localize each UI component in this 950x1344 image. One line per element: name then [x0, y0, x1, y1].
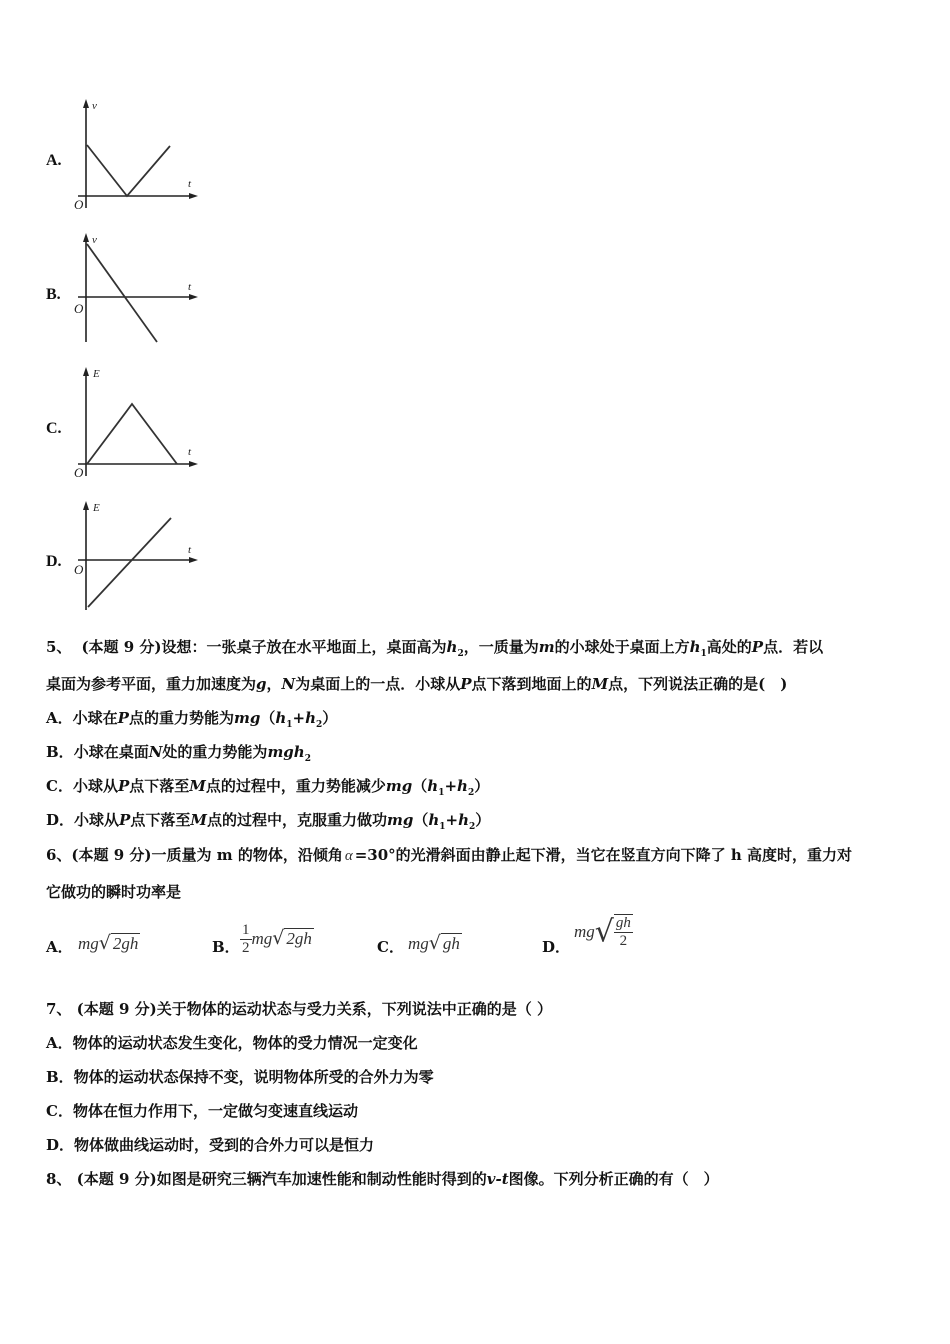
graph-a-x-arrow	[189, 193, 198, 199]
q6-option-a	[78, 932, 140, 954]
q5-text: 小球在	[72, 709, 118, 727]
q5-var-mg: mg	[233, 709, 261, 727]
graph-a	[70, 96, 205, 214]
q5-option-letter: D．	[46, 811, 75, 829]
graph-c-y-label: E	[93, 368, 100, 380]
q5-sub2: 2	[316, 720, 323, 730]
q7-option-a: A．物体的运动状态发生变化，物体的受力情况一定变化	[46, 1034, 418, 1052]
q6-text: =30°的光滑斜面由静止起下滑，当它在竖直方向下降了 h 高度时，重力对	[354, 846, 853, 864]
q5-var-h1: h	[275, 709, 287, 727]
q5-var-h1: h	[689, 638, 701, 656]
q7-option-d: D．物体做曲线运动时，受到的合外力可以是恒力	[46, 1136, 375, 1154]
q5-var-n: N	[281, 675, 296, 693]
graph-c	[70, 364, 205, 482]
q5-sub2: 2	[304, 754, 311, 764]
q5-text: ）	[322, 709, 338, 727]
q5-option-letter: C．	[46, 777, 73, 795]
q5-var-h1: h	[427, 777, 439, 795]
graph-d-x-arrow	[189, 557, 198, 563]
graph-c-x-label: t	[188, 446, 192, 458]
q5-text: 点的过程中，重力势能减少	[205, 777, 386, 795]
q5-var-h2: h	[457, 777, 468, 795]
q5-var-h2: h	[458, 811, 469, 829]
q6-option-b-letter: B．	[212, 938, 240, 956]
q5-text: ）	[475, 811, 491, 829]
q7-option-c: C．物体在恒力作用下，一定做匀变速直线运动	[46, 1102, 358, 1120]
q6-stem-line1	[46, 845, 852, 866]
graph-b-origin: O	[74, 301, 84, 316]
q5-text: 的小球处于桌面上方	[554, 638, 690, 656]
q5-var-m: m	[538, 638, 555, 656]
graph-a-curve	[87, 145, 170, 196]
q8-stem	[46, 1169, 719, 1189]
graph-c-svg	[70, 364, 205, 482]
q8-text: 8、 (本题 9 分)如图是研究三辆汽车加速性能和制动性能时得到的	[46, 1170, 487, 1188]
graph-a-x-label: t	[188, 178, 192, 190]
q5-option-a	[46, 708, 337, 735]
q6-alpha: α	[344, 848, 353, 864]
graph-a-origin: O	[74, 197, 84, 212]
q6-sqrt-sign: √	[98, 932, 111, 954]
q5-var-p: P	[119, 811, 131, 829]
q5-sub1: 1	[700, 649, 707, 659]
graph-b-curve	[87, 244, 157, 342]
q5-text: ，一质量为	[463, 638, 539, 656]
q5-text: 点下落至	[129, 777, 190, 795]
q5-text: +	[292, 709, 306, 727]
q6-option-d	[574, 914, 633, 950]
q5-text: ，	[266, 675, 282, 693]
q5-option-letter: A．	[46, 709, 73, 727]
q6-option-d-letter: D．	[542, 938, 571, 956]
q5-text: （	[260, 709, 276, 727]
q6-option-c-letter: C．	[377, 938, 404, 956]
q5-stem-line2	[46, 674, 787, 694]
q6-option-a-letter: A．	[46, 938, 73, 956]
q5-option-b	[46, 742, 311, 769]
graph-b-svg	[70, 230, 205, 348]
graph-b	[70, 230, 205, 348]
q6-frac-num: gh	[615, 915, 631, 931]
q5-option-letter: B．	[46, 743, 74, 761]
q5-var-m-point: M	[189, 777, 206, 795]
q5-var-m-point: M	[190, 811, 207, 829]
graph-d-svg	[70, 498, 205, 616]
graph-d-origin: O	[74, 562, 84, 577]
q5-var-h1: h	[428, 811, 440, 829]
q5-text: 点．若以	[763, 638, 824, 656]
q5-sub2: 2	[469, 822, 476, 832]
q5-var-m-point: M	[591, 675, 609, 693]
graph-d-x-label: t	[188, 544, 192, 556]
q7-stem: 7、 (本题 9 分)关于物体的运动状态与受力关系，下列说法中正确的是（ ）	[46, 1000, 552, 1018]
q8-var-vt: v-t	[486, 1170, 509, 1188]
graph-c-y-arrow	[83, 367, 89, 376]
option-c-letter: C.	[46, 420, 62, 437]
q7-option-b: B．物体的运动状态保持不变，说明物体所受的合外力为零	[46, 1068, 434, 1086]
q5-var-h2: h	[305, 709, 316, 727]
q5-var-mg: mg	[385, 777, 413, 795]
q5-text: 点，下列说法正确的是( )	[608, 675, 788, 693]
q8-text: 图像。下列分析正确的有（ ）	[508, 1170, 719, 1188]
q5-option-d	[46, 810, 490, 837]
graph-c-origin: O	[74, 465, 84, 480]
graph-c-curve	[87, 404, 177, 464]
q6-sqrt-sign: √	[594, 914, 614, 950]
q5-text: +	[444, 777, 458, 795]
q5-text: 点的重力势能为	[128, 709, 234, 727]
q5-text: 点下落到地面上的	[471, 675, 592, 693]
graph-d	[70, 498, 205, 616]
graph-c-x-arrow	[189, 461, 198, 467]
q5-text: 小球从	[72, 777, 118, 795]
q6-frac-den: 2	[242, 940, 250, 956]
q6-math-mg: mg	[251, 929, 273, 948]
q5-stem-line1	[46, 637, 823, 664]
q5-text: （	[412, 777, 428, 795]
option-a-letter: A.	[46, 152, 62, 169]
q6-sqrt-body: 2gh	[112, 934, 139, 953]
q5-var-p: P	[117, 777, 130, 795]
option-d-letter: D.	[46, 553, 62, 570]
q5-text: 处的重力势能为	[162, 743, 268, 761]
q6-sqrt-fraction	[614, 914, 633, 950]
q6-math-mg: mg	[574, 922, 595, 941]
q6-fraction	[240, 922, 252, 957]
graph-b-x-label: t	[188, 281, 192, 293]
q6-sqrt-body: 2gh	[286, 929, 312, 948]
q5-text: ）	[474, 777, 490, 795]
q5-sub1: 1	[439, 822, 446, 832]
q6-math-mg: mg	[78, 934, 99, 953]
q6-option-b	[240, 922, 314, 957]
q5-var-mgh: mgh	[267, 743, 305, 761]
graph-b-x-arrow	[189, 294, 198, 300]
q6-sqrt-sign: √	[272, 927, 285, 949]
q5-text: +	[445, 811, 459, 829]
q5-sub2: 2	[457, 649, 464, 659]
q6-stem-line2: 它做功的瞬时功率是	[46, 883, 182, 901]
q5-sub2: 2	[467, 788, 475, 798]
graph-b-y-label: v	[92, 234, 97, 246]
graph-a-svg	[70, 96, 205, 214]
q5-text: 桌面为参考平面，重力加速度为	[46, 675, 257, 693]
q6-frac-num: 1	[242, 922, 250, 938]
q5-option-c	[46, 776, 489, 803]
option-b-letter: B.	[46, 286, 61, 303]
q5-var-p: P	[460, 675, 472, 693]
q5-var-p: P	[117, 709, 129, 727]
q6-sqrt-sign: √	[428, 932, 441, 954]
q6-text: 6、(本题 9 分)一质量为 m 的物体，沿倾角	[46, 846, 343, 864]
graph-d-curve	[88, 518, 171, 607]
q5-text: 为桌面上的一点．小球从	[295, 675, 461, 693]
q6-option-c	[408, 932, 462, 954]
graph-b-y-arrow	[83, 233, 89, 242]
q5-sub1: 1	[438, 788, 445, 798]
q5-var-mg: mg	[386, 811, 414, 829]
q5-sub1: 1	[286, 720, 293, 730]
q5-score: (本题 9 分)	[81, 638, 162, 656]
q5-text: 设想：一张桌子放在水平地面上，桌面高为	[161, 638, 447, 656]
q5-var-n: N	[148, 743, 163, 761]
q5-text: 点的过程中，克服重力做功	[206, 811, 387, 829]
graph-a-y-arrow	[83, 99, 89, 108]
q5-text: 小球从	[74, 811, 120, 829]
q5-var-g: g	[256, 675, 267, 693]
q5-text: 高处的	[706, 638, 752, 656]
graph-a-y-label: v	[92, 100, 97, 112]
q6-frac-den: 2	[619, 933, 628, 949]
q5-text: （	[413, 811, 429, 829]
q5-var-h2: h	[446, 638, 458, 656]
graph-d-y-label: E	[93, 502, 100, 514]
q5-text: 小球在桌面	[73, 743, 149, 761]
q5-var-p: P	[751, 638, 764, 656]
graph-d-y-arrow	[83, 501, 89, 510]
q6-math-mg: mg	[408, 934, 429, 953]
q5-text: 点下落至	[130, 811, 191, 829]
q5-number: 5、	[46, 638, 72, 656]
q6-sqrt-body: gh	[442, 934, 460, 953]
